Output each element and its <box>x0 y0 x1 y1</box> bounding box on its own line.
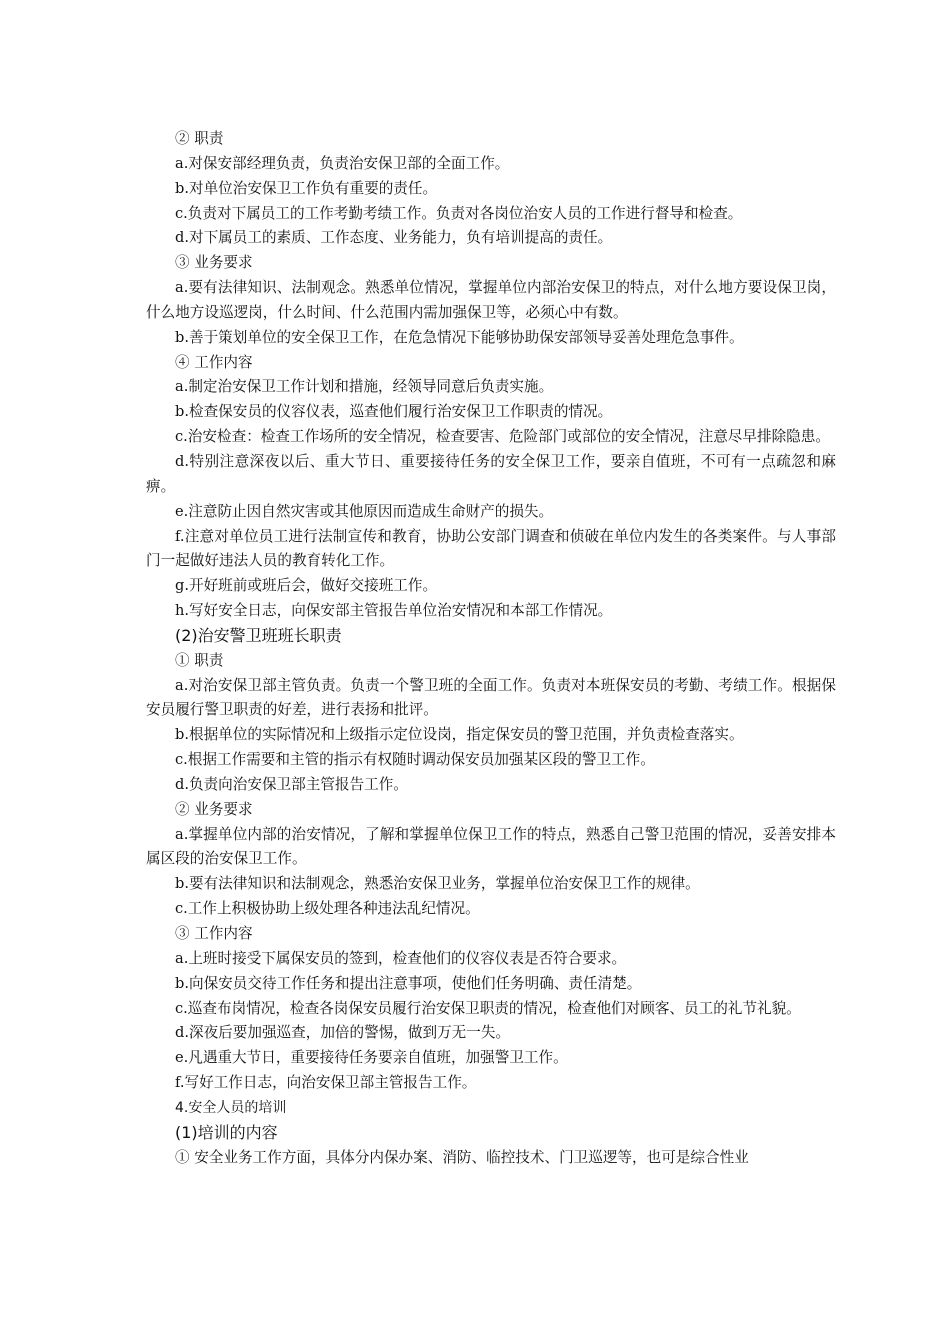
section-heading: (1)培训的内容 <box>175 1122 278 1142</box>
paragraph: a.要有法律知识、法制观念。熟悉单位情况，掌握单位内部治安保卫的特点，对什么地方要设保卫岗，什么地方设巡逻岗，什么时间、什么范围内需加强保卫等，必须心中有数。 <box>146 279 836 321</box>
paragraph: a.对保安部经理负责，负责治安保卫部的全面工作。 <box>175 154 510 172</box>
section-heading: 4.安全人员的培训 <box>175 1099 287 1116</box>
paragraph: d.对下属员工的素质、工作态度、业务能力，负有培训提高的责任。 <box>175 229 613 247</box>
paragraph: h.写好安全日志，向保安部主管报告单位治安情况和本部工作情况。 <box>175 602 613 620</box>
paragraph: ④ 工作内容 <box>175 353 253 371</box>
paragraph: c.治安检查：检查工作场所的安全情况，检查要害、危险部门或部位的安全情况，注意尽早排除隐患。 <box>175 428 830 446</box>
paragraph: b.善于策划单位的安全保卫工作，在危急情况下能够协助保安部领导妥善处理危急事件。 <box>175 328 744 346</box>
paragraph: ③ 工作内容 <box>175 925 253 942</box>
section-heading: (2)治安警卫班班长职责 <box>175 625 342 645</box>
paragraph: c.巡查布岗情况，检查各岗保安员履行治安保卫职责的情况，检查他们对顾客、员工的礼节礼貌。 <box>175 999 801 1017</box>
paragraph: b.要有法律知识和法制观念，熟悉治安保卫业务，掌握单位治安保卫工作的规律。 <box>175 875 700 893</box>
paragraph: e.注意防止因自然灾害或其他原因而造成生命财产的损失。 <box>175 502 554 520</box>
paragraph: f.注意对单位员工进行法制宣传和教育，协助公安部门调查和侦破在单位内发生的各类案件。与人事部门一起做好违法人员的教育转化工作。 <box>146 527 836 570</box>
paragraph: ① 安全业务工作方面，具体分内保办案、消防、临控技术、门卫巡逻等，也可是综合性业 <box>175 1148 749 1166</box>
paragraph: a.上班时接受下属保安员的签到，检查他们的仪容仪表是否符合要求。 <box>175 949 627 967</box>
paragraph: b.检查保安员的仪容仪表，巡查他们履行治安保卫工作职责的情况。 <box>175 403 613 421</box>
document-page <box>146 127 836 1170</box>
paragraph: b.根据单位的实际情况和上级指示定位设岗，指定保安员的警卫范围，并负责检查落实。 <box>175 726 744 744</box>
paragraph: f.写好工作日志，向治安保卫部主管报告工作。 <box>175 1074 477 1092</box>
paragraph: c.根据工作需要和主管的指示有权随时调动保安员加强某区段的警卫工作。 <box>175 751 655 769</box>
paragraph: a.掌握单位内部的治安情况，了解和掌握单位保卫工作的特点，熟悉自己警卫范围的情况，妥善安排本属区段的治安保卫工作。 <box>146 825 836 868</box>
paragraph: c.负责对下属员工的工作考勤考绩工作。负责对各岗位治安人员的工作进行督导和检查。 <box>175 204 743 222</box>
paragraph: a.对治安保卫部主管负责。负责一个警卫班的全面工作。负责对本班保安员的考勤、考绩工作。根据保安员履行警卫职责的好差，进行表扬和批评。 <box>146 676 836 719</box>
paragraph: e.凡遇重大节日，重要接待任务要亲自值班，加强警卫工作。 <box>175 1049 568 1067</box>
paragraph: b.向保安员交待工作任务和提出注意事项，使他们任务明确、责任清楚。 <box>175 974 642 992</box>
paragraph: ① 职责 <box>175 651 224 669</box>
paragraph: ② 业务要求 <box>175 800 253 818</box>
paragraph: ③ 业务要求 <box>175 254 253 272</box>
paragraph: c.工作上积极协助上级处理各种违法乱纪情况。 <box>175 900 480 918</box>
paragraph: d.负责向治安保卫部主管报告工作。 <box>175 775 408 793</box>
paragraph: d.深夜后要加强巡查，加倍的警惕，做到万无一失。 <box>175 1024 511 1042</box>
paragraph: g.开好班前或班后会，做好交接班工作。 <box>175 577 438 595</box>
paragraph: b.对单位治安保卫工作负有重要的责任。 <box>175 179 438 197</box>
paragraph: a.制定治安保卫工作计划和措施，经领导同意后负责实施。 <box>175 378 554 396</box>
paragraph: d.特别注意深夜以后、重大节日、重要接待任务的安全保卫工作，要亲自值班，不可有一点疏忽和麻痹。 <box>146 452 836 495</box>
paragraph: ② 职责 <box>175 130 224 147</box>
